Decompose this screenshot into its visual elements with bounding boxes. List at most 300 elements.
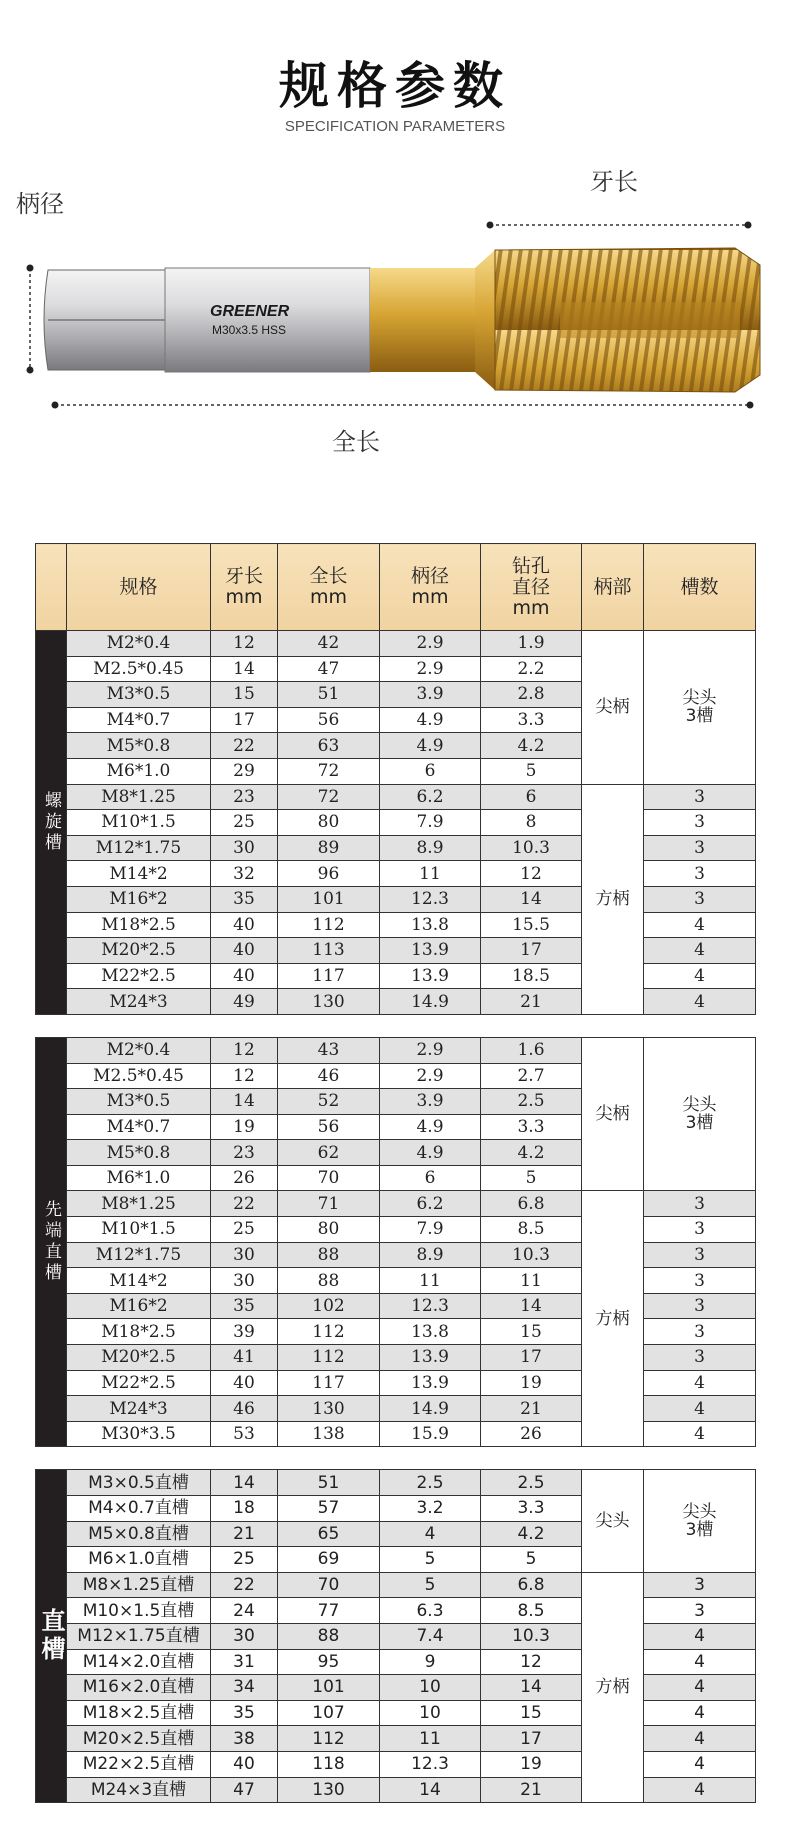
table-row <box>36 963 756 989</box>
table-cell: M4*0.7 <box>67 707 211 733</box>
table-header-row <box>36 544 756 631</box>
table-cell: M5×0.8直槽 <box>67 1521 211 1547</box>
table-cell: 21 <box>481 1396 582 1422</box>
flute-count-cell: 3 <box>644 1572 756 1598</box>
table-cell: 40 <box>211 938 278 964</box>
table-cell: 77 <box>278 1598 380 1624</box>
flute-count-cell: 3 <box>644 861 756 887</box>
table-cell: 4.2 <box>481 1521 582 1547</box>
table-cell: M3×0.5直槽 <box>67 1470 211 1496</box>
table-row <box>36 1191 756 1217</box>
table-cell: M2.5*0.45 <box>67 656 211 682</box>
table-cell: 46 <box>278 1063 380 1089</box>
table-cell: M8*1.25 <box>67 784 211 810</box>
flute-count-cell: 4 <box>644 989 756 1015</box>
table-cell: 80 <box>278 1217 380 1243</box>
table-cell: 2.8 <box>481 682 582 708</box>
table-cell: 13.9 <box>380 1345 481 1371</box>
separator-cell <box>36 1014 756 1037</box>
table-cell: 2.5 <box>481 1089 582 1115</box>
flute-count-cell: 4 <box>644 1396 756 1422</box>
table-cell: M4*0.7 <box>67 1114 211 1140</box>
table-row <box>36 631 756 657</box>
table-cell: M18×2.5直槽 <box>67 1700 211 1726</box>
table-row <box>36 1726 756 1752</box>
spec-table <box>35 543 756 1803</box>
table-cell: 1.9 <box>481 631 582 657</box>
table-cell: 39 <box>211 1319 278 1345</box>
table-row <box>36 989 756 1015</box>
table-cell: M24*3 <box>67 1396 211 1422</box>
table-cell: 12.3 <box>380 1293 481 1319</box>
table-cell: 62 <box>278 1140 380 1166</box>
table-cell: 5 <box>380 1547 481 1573</box>
table-cell: 35 <box>211 1293 278 1319</box>
table-cell: 22 <box>211 1572 278 1598</box>
table-cell: 14 <box>211 656 278 682</box>
table-cell: 21 <box>481 1777 582 1803</box>
table-row <box>36 1396 756 1422</box>
table-cell: 95 <box>278 1649 380 1675</box>
table-row <box>36 1242 756 1268</box>
table-cell: 15.5 <box>481 912 582 938</box>
table-cell: 117 <box>278 963 380 989</box>
column-header: 规格 <box>67 544 211 631</box>
table-cell: 88 <box>278 1242 380 1268</box>
table-cell: 40 <box>211 1370 278 1396</box>
group-label-text: 先端直槽 <box>41 1200 61 1285</box>
table-cell: M10*1.5 <box>67 1217 211 1243</box>
shank-type-cell: 尖柄 <box>582 1037 644 1191</box>
table-cell: 32 <box>211 861 278 887</box>
table-cell: 6 <box>380 758 481 784</box>
table-cell: 102 <box>278 1293 380 1319</box>
group-label <box>36 1470 67 1803</box>
table-cell: 4.9 <box>380 707 481 733</box>
header-corner <box>36 544 67 631</box>
table-cell: 25 <box>211 1547 278 1573</box>
flute-count-cell: 4 <box>644 1370 756 1396</box>
table-cell: M12*1.75 <box>67 1242 211 1268</box>
table-cell: 130 <box>278 989 380 1015</box>
table-cell: 3.3 <box>481 1114 582 1140</box>
table-cell: 112 <box>278 1726 380 1752</box>
table-cell: M22*2.5 <box>67 963 211 989</box>
table-cell: 11 <box>380 1726 481 1752</box>
shank-type-cell: 尖头 <box>582 1470 644 1572</box>
table-cell: 118 <box>278 1751 380 1777</box>
thread-length-label: 牙长 <box>590 168 638 196</box>
table-cell: 17 <box>481 1345 582 1371</box>
table-cell: 56 <box>278 707 380 733</box>
table-cell: 30 <box>211 1623 278 1649</box>
table-cell: 72 <box>278 784 380 810</box>
table-cell: 6.2 <box>380 784 481 810</box>
table-cell: 9 <box>380 1649 481 1675</box>
table-row <box>36 861 756 887</box>
flute-count-cell: 尖头 3槽 <box>644 1470 756 1572</box>
table-cell: 6 <box>481 784 582 810</box>
table-row <box>36 1623 756 1649</box>
table-cell: 15 <box>211 682 278 708</box>
table-cell: 10.3 <box>481 1242 582 1268</box>
table-cell: 14 <box>211 1089 278 1115</box>
table-cell: M8*1.25 <box>67 1191 211 1217</box>
table-cell: 13.8 <box>380 1319 481 1345</box>
table-cell: 12.3 <box>380 886 481 912</box>
table-cell: 4.2 <box>481 1140 582 1166</box>
table-cell: 25 <box>211 810 278 836</box>
table-cell: 6 <box>380 1165 481 1191</box>
table-cell: 88 <box>278 1268 380 1294</box>
table-cell: 26 <box>481 1421 582 1447</box>
table-row <box>36 1345 756 1371</box>
table-cell: 56 <box>278 1114 380 1140</box>
tap-drawing <box>0 170 790 460</box>
table-row <box>36 1700 756 1726</box>
table-cell: M24×3直槽 <box>67 1777 211 1803</box>
table-row <box>36 886 756 912</box>
table-cell: 10.3 <box>481 1623 582 1649</box>
table-cell: 8.9 <box>380 835 481 861</box>
table-cell: M2.5*0.45 <box>67 1063 211 1089</box>
flute-count-cell: 3 <box>644 1293 756 1319</box>
table-cell: 5 <box>380 1572 481 1598</box>
table-cell: 130 <box>278 1777 380 1803</box>
table-cell: 70 <box>278 1572 380 1598</box>
table-cell: M14×2.0直槽 <box>67 1649 211 1675</box>
column-header: 钻孔 直径 mm <box>481 544 582 631</box>
table-cell: M16*2 <box>67 886 211 912</box>
table-cell: M3*0.5 <box>67 682 211 708</box>
table-cell: 4.9 <box>380 733 481 759</box>
table-cell: 4.9 <box>380 1114 481 1140</box>
table-cell: 2.9 <box>380 1037 481 1063</box>
table-cell: 70 <box>278 1165 380 1191</box>
table-cell: 13.9 <box>380 963 481 989</box>
table-cell: 10.3 <box>481 835 582 861</box>
table-cell: 15 <box>481 1700 582 1726</box>
table-cell: 51 <box>278 682 380 708</box>
table-cell: 17 <box>481 938 582 964</box>
table-cell: 3.3 <box>481 707 582 733</box>
flute-count-cell: 4 <box>644 1421 756 1447</box>
table-row <box>36 912 756 938</box>
table-cell: 29 <box>211 758 278 784</box>
table-cell: 13.9 <box>380 938 481 964</box>
table-cell: 38 <box>211 1726 278 1752</box>
table-cell: 3.2 <box>380 1496 481 1522</box>
table-row <box>36 1777 756 1803</box>
table-cell: 10 <box>380 1700 481 1726</box>
table-cell: M20*2.5 <box>67 938 211 964</box>
table-row <box>36 1751 756 1777</box>
table-cell: 2.5 <box>481 1470 582 1496</box>
table-cell: 107 <box>278 1700 380 1726</box>
flute-count-cell: 3 <box>644 784 756 810</box>
table-cell: 138 <box>278 1421 380 1447</box>
brand-logo: GREENER <box>210 303 290 320</box>
table-cell: 31 <box>211 1649 278 1675</box>
table-row <box>36 1037 756 1063</box>
table-cell: M5*0.8 <box>67 1140 211 1166</box>
table-cell: 101 <box>278 1675 380 1701</box>
shank-diameter-label: 柄径 <box>16 190 64 218</box>
table-cell: 14 <box>380 1777 481 1803</box>
flute-count-cell: 4 <box>644 912 756 938</box>
table-cell: 25 <box>211 1217 278 1243</box>
table-cell: 42 <box>278 631 380 657</box>
table-cell: 112 <box>278 1345 380 1371</box>
table-cell: M18*2.5 <box>67 912 211 938</box>
table-row <box>36 1572 756 1598</box>
table-cell: M3*0.5 <box>67 1089 211 1115</box>
table-cell: M6*1.0 <box>67 758 211 784</box>
table-cell: 6.3 <box>380 1598 481 1624</box>
table-cell: M16×2.0直槽 <box>67 1675 211 1701</box>
group-label-text: 螺旋槽 <box>41 790 61 854</box>
table-cell: 63 <box>278 733 380 759</box>
flute-count-cell: 4 <box>644 1675 756 1701</box>
flute-count-cell: 3 <box>644 835 756 861</box>
table-cell: 112 <box>278 1319 380 1345</box>
table-row <box>36 1421 756 1447</box>
table-cell: 12 <box>211 1063 278 1089</box>
table-cell: M5*0.8 <box>67 733 211 759</box>
table-cell: 12 <box>481 1649 582 1675</box>
table-cell: 18 <box>211 1496 278 1522</box>
table-cell: 5 <box>481 1165 582 1191</box>
table-cell: 15.9 <box>380 1421 481 1447</box>
table-cell: 117 <box>278 1370 380 1396</box>
table-cell: M14*2 <box>67 861 211 887</box>
flute-count-cell: 3 <box>644 1191 756 1217</box>
table-cell: 130 <box>278 1396 380 1422</box>
table-cell: 17 <box>211 707 278 733</box>
table-row <box>36 784 756 810</box>
table-cell: M20×2.5直槽 <box>67 1726 211 1752</box>
flute-count-cell: 尖头 3槽 <box>644 631 756 785</box>
table-cell: 23 <box>211 784 278 810</box>
table-cell: 13.9 <box>380 1370 481 1396</box>
table-cell: 21 <box>481 989 582 1015</box>
table-cell: 46 <box>211 1396 278 1422</box>
table-cell: 26 <box>211 1165 278 1191</box>
table-cell: 1.6 <box>481 1037 582 1063</box>
table-cell: M6×1.0直槽 <box>67 1547 211 1573</box>
column-header: 牙长 mm <box>211 544 278 631</box>
flute-count-cell: 4 <box>644 1700 756 1726</box>
total-length-label: 全长 <box>332 428 380 456</box>
column-header: 全长 mm <box>278 544 380 631</box>
group-label <box>36 631 67 1015</box>
table-cell: M22*2.5 <box>67 1370 211 1396</box>
table-cell: 89 <box>278 835 380 861</box>
table-cell: 2.5 <box>380 1470 481 1496</box>
shank-type-cell: 方柄 <box>582 1191 644 1447</box>
flute-count-cell: 4 <box>644 1726 756 1752</box>
table-cell: 7.9 <box>380 810 481 836</box>
table-cell: 17 <box>481 1726 582 1752</box>
table-row <box>36 810 756 836</box>
table-cell: 40 <box>211 912 278 938</box>
separator-cell <box>36 1447 756 1470</box>
table-cell: 6.8 <box>481 1191 582 1217</box>
table-cell: 6.8 <box>481 1572 582 1598</box>
table-cell: 88 <box>278 1623 380 1649</box>
table-cell: 22 <box>211 1191 278 1217</box>
table-row <box>36 1293 756 1319</box>
table-cell: 22 <box>211 733 278 759</box>
table-cell: M12*1.75 <box>67 835 211 861</box>
table-cell: 15 <box>481 1319 582 1345</box>
table-cell: 14.9 <box>380 1396 481 1422</box>
table-cell: 5 <box>481 1547 582 1573</box>
table-cell: M16*2 <box>67 1293 211 1319</box>
shank-type-cell: 尖柄 <box>582 631 644 785</box>
table-cell: 14 <box>481 1675 582 1701</box>
table-cell: 41 <box>211 1345 278 1371</box>
table-cell: M4×0.7直槽 <box>67 1496 211 1522</box>
table-row <box>36 1598 756 1624</box>
table-cell: M14*2 <box>67 1268 211 1294</box>
group-separator <box>36 1447 756 1470</box>
table-cell: 49 <box>211 989 278 1015</box>
table-cell: 4.9 <box>380 1140 481 1166</box>
flute-count-cell: 3 <box>644 1268 756 1294</box>
flute-count-cell: 4 <box>644 1649 756 1675</box>
table-row <box>36 835 756 861</box>
group-label-text: 直槽 <box>37 1608 65 1665</box>
flute-count-cell: 3 <box>644 1242 756 1268</box>
table-row <box>36 1675 756 1701</box>
table-cell: M10×1.5直槽 <box>67 1598 211 1624</box>
table-cell: 7.9 <box>380 1217 481 1243</box>
table-cell: 14.9 <box>380 989 481 1015</box>
table-cell: 96 <box>278 861 380 887</box>
table-cell: 113 <box>278 938 380 964</box>
tap-marking: M30x3.5 HSS <box>212 323 287 337</box>
table-cell: 19 <box>211 1114 278 1140</box>
flute-count-cell: 4 <box>644 1751 756 1777</box>
table-cell: 2.2 <box>481 656 582 682</box>
table-cell: M22×2.5直槽 <box>67 1751 211 1777</box>
table-cell: 23 <box>211 1140 278 1166</box>
table-cell: 4 <box>380 1521 481 1547</box>
page-title: 规格参数 <box>279 57 511 115</box>
column-header: 槽数 <box>644 544 756 631</box>
table-row <box>36 1370 756 1396</box>
table-cell: 8 <box>481 810 582 836</box>
table-cell: 21 <box>211 1521 278 1547</box>
table-cell: 4.2 <box>481 733 582 759</box>
table-cell: 6.2 <box>380 1191 481 1217</box>
table-cell: 47 <box>211 1777 278 1803</box>
table-row <box>36 1649 756 1675</box>
flute-count-cell: 4 <box>644 938 756 964</box>
table-cell: 69 <box>278 1547 380 1573</box>
table-cell: 11 <box>481 1268 582 1294</box>
table-cell: M12×1.75直槽 <box>67 1623 211 1649</box>
table-cell: 11 <box>380 861 481 887</box>
table-cell: M8×1.25直槽 <box>67 1572 211 1598</box>
table-cell: 8.5 <box>481 1217 582 1243</box>
table-cell: 47 <box>278 656 380 682</box>
table-row <box>36 938 756 964</box>
table-cell: 57 <box>278 1496 380 1522</box>
table-cell: M30*3.5 <box>67 1421 211 1447</box>
table-cell: M6*1.0 <box>67 1165 211 1191</box>
flute-count-cell: 3 <box>644 886 756 912</box>
flute-count-cell: 3 <box>644 1319 756 1345</box>
table-cell: 2.9 <box>380 1063 481 1089</box>
shank-type-cell: 方柄 <box>582 784 644 1014</box>
table-cell: 3.3 <box>481 1496 582 1522</box>
table-cell: 30 <box>211 835 278 861</box>
table-row <box>36 1268 756 1294</box>
table-cell: M2*0.4 <box>67 631 211 657</box>
flute-count-cell: 3 <box>644 1598 756 1624</box>
table-cell: 19 <box>481 1751 582 1777</box>
table-cell: 80 <box>278 810 380 836</box>
column-header: 柄部 <box>582 544 644 631</box>
table-cell: M18*2.5 <box>67 1319 211 1345</box>
table-cell: 71 <box>278 1191 380 1217</box>
table-cell: M24*3 <box>67 989 211 1015</box>
table-cell: 34 <box>211 1675 278 1701</box>
table-cell: M10*1.5 <box>67 810 211 836</box>
table-cell: 30 <box>211 1268 278 1294</box>
table-cell: 72 <box>278 758 380 784</box>
table-row <box>36 1319 756 1345</box>
table-cell: 14 <box>481 1293 582 1319</box>
column-header: 柄径 mm <box>380 544 481 631</box>
shank-type-cell: 方柄 <box>582 1572 644 1802</box>
table-cell: 8.5 <box>481 1598 582 1624</box>
flute-count-cell: 4 <box>644 963 756 989</box>
table-cell: 12 <box>211 631 278 657</box>
group-label <box>36 1037 67 1447</box>
table-cell: M2*0.4 <box>67 1037 211 1063</box>
table-cell: 10 <box>380 1675 481 1701</box>
table-row <box>36 1217 756 1243</box>
table-cell: 3.9 <box>380 1089 481 1115</box>
flute-count-cell: 3 <box>644 810 756 836</box>
flute-count-cell: 3 <box>644 1345 756 1371</box>
table-cell: 53 <box>211 1421 278 1447</box>
table-cell: 12 <box>211 1037 278 1063</box>
flute-count-cell: 4 <box>644 1777 756 1803</box>
table-cell: 12.3 <box>380 1751 481 1777</box>
table-cell: 8.9 <box>380 1242 481 1268</box>
table-cell: 40 <box>211 963 278 989</box>
table-row <box>36 1470 756 1496</box>
table-cell: 2.9 <box>380 656 481 682</box>
table-cell: 11 <box>380 1268 481 1294</box>
table-cell: 40 <box>211 1751 278 1777</box>
table-cell: 3.9 <box>380 682 481 708</box>
table-cell: 30 <box>211 1242 278 1268</box>
table-cell: 35 <box>211 886 278 912</box>
page-subtitle: SPECIFICATION PARAMETERS <box>284 118 506 135</box>
flute-count-cell: 4 <box>644 1623 756 1649</box>
group-separator <box>36 1014 756 1037</box>
table-cell: 7.4 <box>380 1623 481 1649</box>
table-cell: 2.7 <box>481 1063 582 1089</box>
table-cell: 52 <box>278 1089 380 1115</box>
table-cell: 13.8 <box>380 912 481 938</box>
table-cell: M20*2.5 <box>67 1345 211 1371</box>
